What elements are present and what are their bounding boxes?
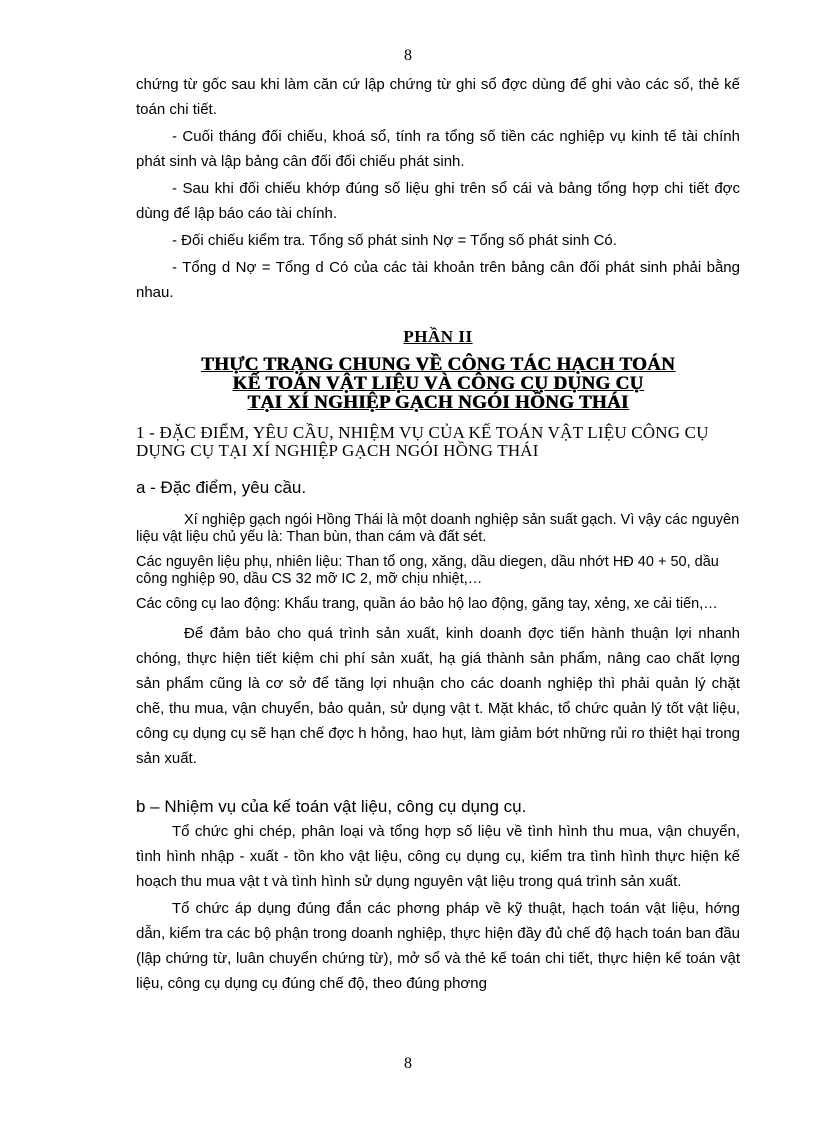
paragraph: Các nguyên liệu phụ, nhiên liệu: Than tổ ong, xăng, dầu diegen, dầu nhớt HĐ 40 + 50, dầu công nghiệp 90, dầu CS 32 mỡ IC 2, mỡ chịu nhiệt,…: [136, 554, 719, 587]
paragraph: - Đối chiếu kiểm tra. Tổng số phát sinh Nợ = Tổng số phát sinh Có.: [172, 232, 617, 249]
main-title-line: KẾ TOÁN VẬT LIỆU VÀ CÔNG CỤ DỤNG CỤ: [232, 373, 644, 394]
paragraph: Các công cụ lao động: Khẩu trang, quần áo bảo hộ lao động, găng tay, xẻng, xe cải tiến,…: [136, 596, 718, 612]
paragraph: Xí nghiệp gạch ngói Hồng Thái là một doanh nghiệp sản suất gạch. Vì vậy các nguyên liệu vật liệu chủ yếu là: Than bùn, than cám và đất sét.: [136, 512, 740, 545]
page-number-top: 8: [404, 47, 412, 64]
main-title-line: THỰC TRẠNG CHUNG VỀ CÔNG TÁC HẠCH TOÁN: [201, 354, 675, 375]
subsection-heading-b: b – Nhiệm vụ của kế toán vật liệu, công cụ dụng cụ.: [136, 797, 527, 816]
paragraph: chứng từ gốc sau khi làm căn cứ lập chứng từ ghi sổ đợc dùng để ghi vào các sổ, thẻ kế toán chi tiết.: [136, 76, 740, 118]
paragraph: Tổ chức ghi chép, phân loại và tổng hợp số liệu về tình hình thu mua, vận chuyển, tình hình nhập - xuất - tồn kho vật liệu, công cụ dụng cụ, kiểm tra tình hình thực hiện kế hoạch thu mua vật t và tình hình sử dụng nguyên vật liệu trong quá trình sản xuất.: [136, 823, 740, 890]
paragraph: - Cuối tháng đối chiếu, khoá sổ, tính ra tổng số tiền các nghiệp vụ kinh tế tài chính phát sinh và lập bảng cân đối đối chiếu phát sinh.: [136, 128, 740, 170]
paragraph: Tổ chức áp dụng đúng đắn các phơng pháp về kỹ thuật, hạch toán vật liệu, hớng dẫn, kiểm tra các bộ phận trong doanh nghiệp, thực hiện đầy đủ chế độ hạch toán ban đầu (lập chứng từ, luân chuyển chứng từ), mở sổ và thẻ kế toán chi tiết, thực hiện kế toán vật liệu, công cụ dụng cụ đúng chế độ, theo đúng phơng: [136, 900, 740, 992]
page-number-bottom: 8: [404, 1055, 412, 1072]
page-content: [136, 72, 740, 998]
part-title: PHẦN II: [403, 327, 473, 346]
main-title-line: TẠI XÍ NGHIỆP GẠCH NGÓI HỒNG THÁI: [247, 392, 629, 413]
subsection-heading-a: a - Đặc điểm, yêu cầu.: [136, 478, 307, 497]
paragraph: Để đảm bảo cho quá trình sản xuất, kinh doanh đợc tiến hành thuận lợi nhanh chóng, thực hiện tiết kiệm chi phí sản xuất, hạ giá thành sản phẩm, nâng cao chất lợng sản phẩm cũng là cơ sở để tăng lợi nhuận cho các doanh nghiệp thì phải quản lý chặt chẽ, thu mua, vận chuyển, bảo quản, sử dụng vật t. Mặt khác, tổ chức quản lý tốt vật liệu, công cụ dụng cụ sẽ hạn chế đợc h hỏng, hao hụt, làm giảm bớt những rủi ro thiệt hại trong sản xuất.: [136, 625, 740, 767]
section-heading: 1 - ĐẶC ĐIỂM, YÊU CẦU, NHIỆM VỤ CỦA KẾ TOÁN VẬT LIỆU CÔNG CỤ DỤNG CỤ TẠI XÍ NGHIỆP GẠCH NGÓI HỒNG THÁI: [136, 423, 709, 460]
paragraph: - Tổng d Nợ = Tổng d Có của các tài khoản trên bảng cân đối phát sinh phải bằng nhau.: [136, 259, 740, 301]
paragraph: - Sau khi đối chiếu khớp đúng số liệu ghi trên sổ cái và bảng tổng hợp chi tiết đợc dùng để lập báo cáo tài chính.: [136, 180, 740, 222]
